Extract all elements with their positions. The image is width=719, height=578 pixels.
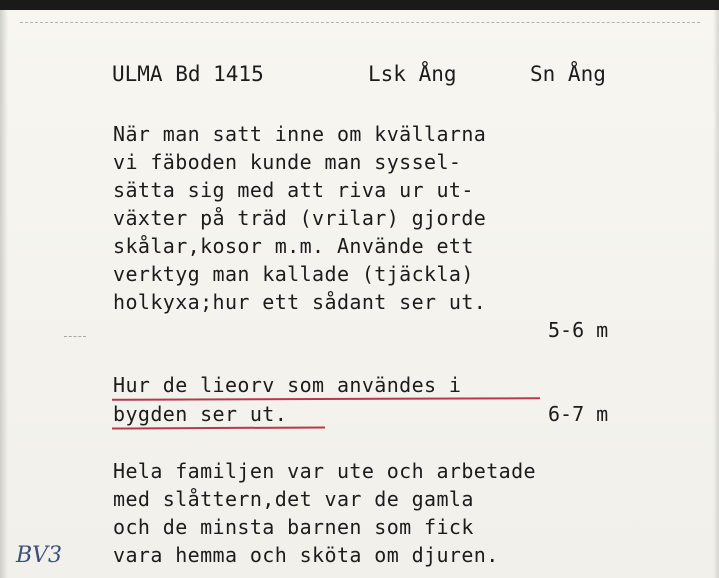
section3-line: med slåttern,det var de gamla [113,487,474,511]
section2-line: bygden ser ut. [113,402,288,426]
archive-reference: ULMA Bd 1415 [112,62,264,86]
section1-time: 5-6 m [548,318,609,342]
section1-line: holkyxa;hur ett sådant ser ut. [113,290,487,314]
scan-right-shadow [713,10,719,578]
section1-line: När man satt inne om kvällarna [113,122,487,146]
red-underline [112,397,540,400]
scan-top-edge [0,0,719,10]
section1-line: vi fäboden kunde man syssel- [113,150,462,174]
section2-line: Hur de lieorv som användes i [113,373,462,397]
top-rule [20,22,700,23]
section2-time: 6-7 m [548,402,609,426]
parish-label: Sn Ång [530,62,606,86]
section1-line: sätta sig med att riva ur ut- [113,178,474,202]
section1-line: verktyg man kallade (tjäckla) [113,262,474,286]
section3-line: och de minsta barnen som fick [113,515,474,539]
red-underline [112,426,325,429]
section1-line: växter på träd (vrilar) gjorde [113,206,487,230]
section3-line: Hela familjen var ute och arbetade [113,459,536,483]
section3-line: vara hemma och sköta om djuren. [113,543,499,567]
section1-line: skålar,kosor m.m. Använde ett [113,234,474,258]
landscape-label: Lsk Ång [368,62,457,86]
handwritten-margin-note: BV3 [16,543,63,568]
scan-left-shadow [0,10,8,578]
margin-dash [64,336,86,337]
